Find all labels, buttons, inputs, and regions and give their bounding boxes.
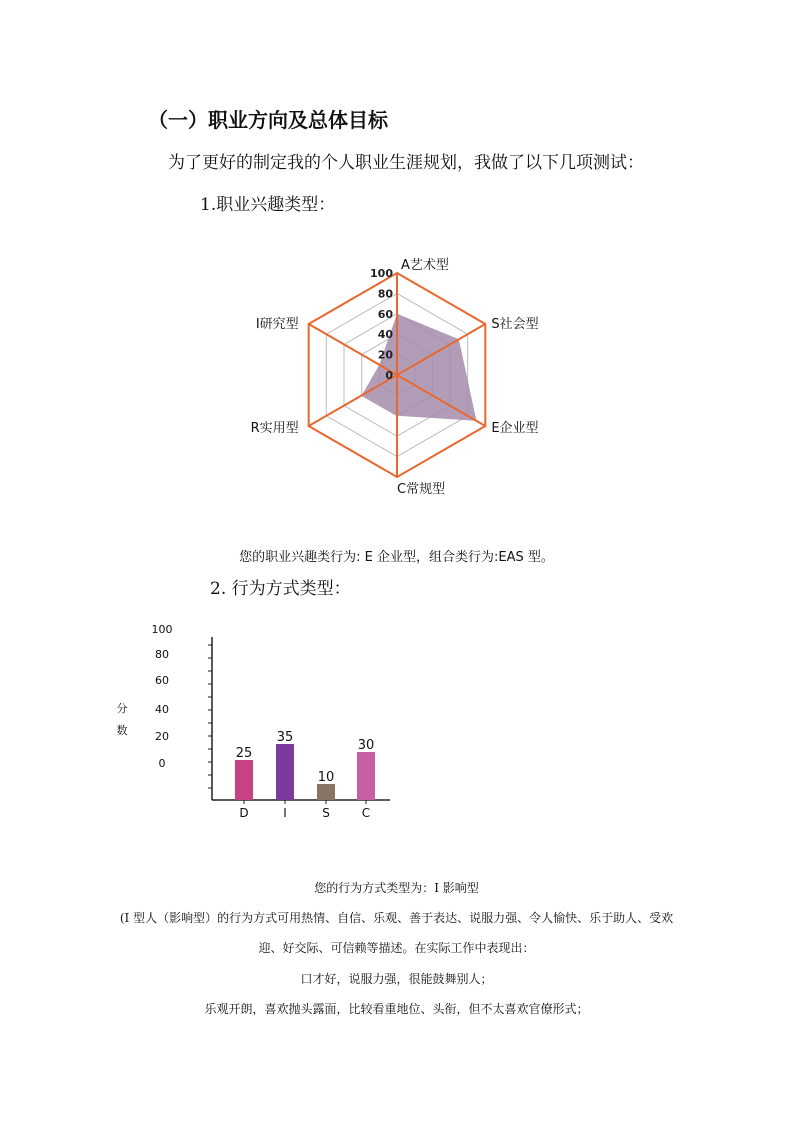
radar-axis-label: E企业型 (491, 421, 539, 436)
career-interest-radar-chart (230, 250, 570, 500)
radar-axis-label: I研究型 (255, 317, 299, 332)
description-line: (I 型人（影响型）的行为方式可用热情、自信、乐观、善于表达、说服力强、令人愉快、乐于助人、受欢 (119, 911, 674, 925)
radar-scale-tick: 60 (377, 307, 393, 321)
radar-scale-tick: 40 (377, 328, 393, 342)
radar-axis-label: C常规型 (397, 482, 446, 497)
bar-I (276, 744, 294, 800)
bar-y-tick: 100 (151, 623, 173, 636)
bar-value-label: 35 (276, 730, 294, 745)
bar-y-tick: 60 (155, 674, 169, 687)
bar-category-labels (239, 806, 370, 820)
bar-value-label: 25 (235, 746, 253, 761)
bar-value-label: 30 (357, 738, 375, 753)
intro-paragraph: 为了更好的制定我的个人职业生涯规划，我做了以下几项测试： (168, 153, 644, 173)
behavior-style-bar-chart (100, 615, 400, 835)
subsection-title-interest: 1.职业兴趣类型： (200, 195, 336, 215)
bar-series (235, 744, 375, 800)
bar-y-tick: 80 (155, 648, 169, 661)
bar-y-tick-labels (152, 623, 173, 770)
bar-S (317, 784, 335, 800)
bar-y-label-char: 数 (116, 724, 128, 737)
bar-y-tick: 0 (158, 757, 166, 770)
bar-category-label: S (322, 806, 330, 820)
bar-value-label: 10 (317, 770, 335, 785)
bar-y-tick: 20 (155, 730, 169, 743)
radar-scale-tick: 80 (377, 287, 393, 301)
bar-C (357, 752, 375, 800)
subsection-title-behavior: 2. 行为方式类型： (210, 579, 351, 599)
radar-scale-tick: 100 (370, 267, 393, 280)
radar-scale-tick: 0 (385, 369, 393, 382)
bar-y-label-char: 分 (116, 702, 128, 715)
radar-scale-tick: 20 (377, 348, 393, 362)
bar-value-labels (236, 730, 375, 785)
description-line: 口才好，说服力强，很能鼓舞别人； (300, 972, 493, 986)
bar-category-label: D (239, 806, 249, 820)
radar-axis-label: R实用型 (250, 421, 299, 436)
bar-category-label: I (283, 806, 287, 820)
bar-category-label: C (361, 806, 371, 820)
radar-axis-label: S社会型 (491, 317, 539, 332)
description-line: 迎、好交际、可信赖等描述。在实际工作中表现出： (258, 941, 535, 955)
behavior-result-line: 您的行为方式类型为：I 影响型 (314, 881, 479, 895)
bar-y-axis-label (117, 701, 128, 737)
description-line: 乐观开朗，喜欢抛头露面，比较看重地位、头衔，但不太喜欢官僚形式； (204, 1002, 589, 1016)
bar-D (235, 760, 253, 800)
radar-axis-label: A艺术型 (401, 258, 449, 273)
section-heading: （一）职业方向及总体目标 (148, 108, 388, 132)
interest-result-caption: 您的职业兴趣类行为: E 企业型，组合类行为:EAS 型。 (239, 550, 554, 565)
bar-y-tick: 40 (155, 703, 169, 716)
